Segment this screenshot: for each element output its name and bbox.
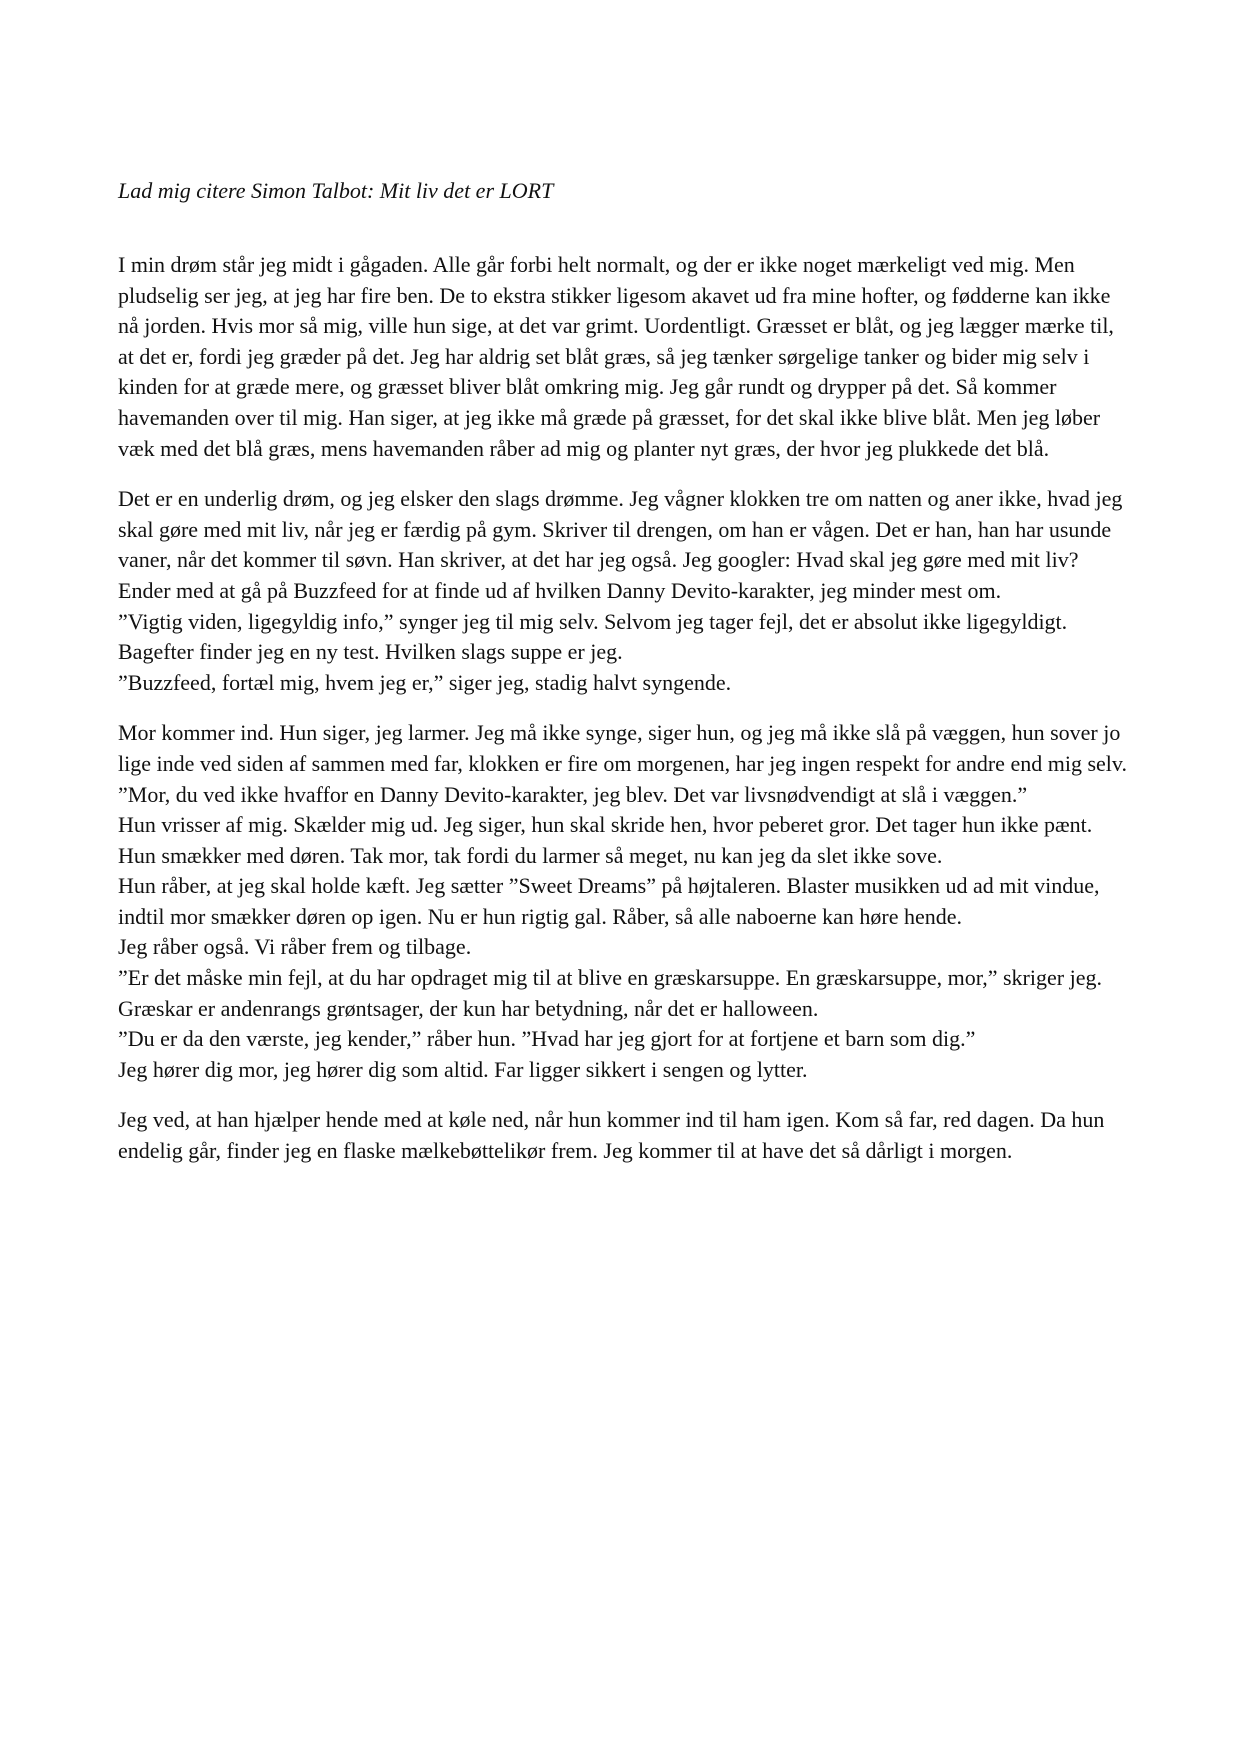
document-title: Lad mig citere Simon Talbot: Mit liv det er LORT xyxy=(118,178,554,203)
section-2 xyxy=(118,484,1128,698)
paragraph: Jeg ved, at han hjælper hende med at køle ned, når hun kommer ind til ham igen. Kom så far, red dagen. Da hun endelig går, finder jeg en flaske mælkebøttelikør frem. Jeg kommer til at have det så dårligt i morgen. xyxy=(118,1107,1105,1164)
paragraph: I min drøm står jeg midt i gågaden. Alle går forbi helt normalt, og der er ikke noget mærkeligt ved mig. Men pludselig ser jeg, at jeg har fire ben. De to ekstra stikker ligesom akavet ud fra mine hofter, og fødderne kan ikke nå jorden. Hvis mor så mig, ville hun sige, at det var grimt. Uordentligt. Græsset er blåt, og jeg lægger mærke til, at det er, fordi jeg græder på det. Jeg har aldrig set blåt græs, så jeg tænker sørgelige tanker og bider mig selv i kinden for at græde mere, og græsset bliver blåt omkring mig. Jeg går rundt og drypper på det. Så kommer havemanden over til mig. Han siger, at jeg ikke må græde på græsset, for det skal ikke blive blåt. Men jeg løber væk med det blå græs, mens havemanden råber ad mig og planter nyt græs, der hvor jeg plukkede det blå. xyxy=(118,252,1114,461)
paragraph: Hun råber, at jeg skal holde kæft. Jeg sætter ”Sweet Dreams” på højtaleren. Blaster musikken ud ad mit vindue, indtil mor smækker døren op igen. Nu er hun rigtig gal. Råber, så alle naboerne kan høre hende. xyxy=(118,873,1100,929)
paragraph: Bagefter finder jeg en ny test. Hvilken slags suppe er jeg. xyxy=(118,639,623,665)
paragraph: Jeg råber også. Vi råber frem og tilbage. xyxy=(118,934,472,960)
paragraph: ”Er det måske min fejl, at du har opdraget mig til at blive en græskarsuppe. En græskarsuppe, mor,” skriger jeg. Græskar er andenrangs grøntsager, der kun har betydning, når det er halloween. xyxy=(118,965,1102,1021)
section-4 xyxy=(118,1105,1128,1166)
paragraph: Det er en underlig drøm, og jeg elsker den slags drømme. Jeg vågner klokken tre om natten og aner ikke, hvad jeg skal gøre med mit liv, når jeg er færdig på gym. Skriver til drengen, om han er vågen. Det er han, han har usunde vaner, når det kommer til søvn. Han skriver, at det har jeg også. Jeg googler: Hvad skal jeg gøre med mit liv? Ender med at gå på Buzzfeed for at finde ud af hvilken Danny Devito-karakter, jeg minder mest om. xyxy=(118,486,1123,603)
paragraph: Mor kommer ind. Hun siger, jeg larmer. Jeg må ikke synge, siger hun, og jeg må ikke slå på væggen, hun sover jo lige inde ved siden af sammen med far, klokken er fire om morgenen, har jeg ingen respekt for andre end mig selv. xyxy=(118,720,1127,776)
section-1 xyxy=(118,250,1128,464)
paragraph: ”Vigtig viden, ligegyldig info,” synger jeg til mig selv. Selvom jeg tager fejl, det er absolut ikke ligegyldigt. xyxy=(118,608,1068,634)
paragraph: ”Buzzfeed, fortæl mig, hvem jeg er,” siger jeg, stadig halvt syngende. xyxy=(118,669,732,695)
paragraph: ”Mor, du ved ikke hvaffor en Danny Devito-karakter, jeg blev. Det var livsnødvendigt at slå i væggen.” xyxy=(118,781,1028,807)
document-body xyxy=(118,176,1128,1187)
paragraph: ”Du er da den værste, jeg kender,” råber hun. ”Hvad har jeg gjort for at fortjene et barn som dig.” xyxy=(118,1026,976,1052)
section-3 xyxy=(118,718,1128,1085)
paragraph: Jeg hører dig mor, jeg hører dig som altid. Far ligger sikkert i sengen og lytter. xyxy=(118,1056,808,1082)
paragraph: Hun vrisser af mig. Skælder mig ud. Jeg siger, hun skal skride hen, hvor peberet gror. Det tager hun ikke pænt. Hun smækker med døren. Tak mor, tak fordi du larmer så meget, nu kan jeg da slet ikke sove. xyxy=(118,812,1093,868)
